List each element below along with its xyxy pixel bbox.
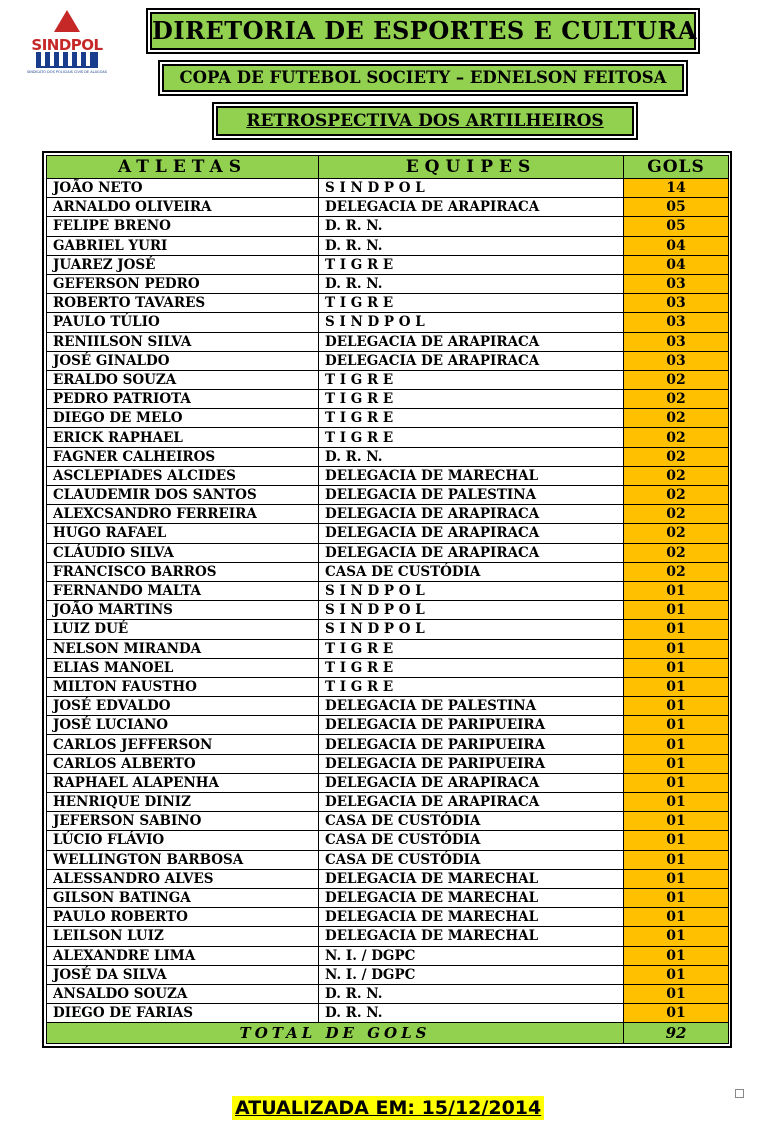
team-cell: DELEGACIA DE PALESTINA (319, 697, 624, 716)
table-row (47, 1004, 729, 1023)
athlete-cell: RAPHAEL ALAPENHA (47, 773, 319, 792)
team-cell: T I G R E (319, 390, 624, 409)
team-cell: T I G R E (319, 370, 624, 389)
goals-cell: 01 (624, 984, 729, 1003)
table-row (47, 217, 729, 236)
athlete-cell: FAGNER CALHEIROS (47, 447, 319, 466)
athlete-cell: CLAUDEMIR DOS SANTOS (47, 486, 319, 505)
goals-cell: 03 (624, 332, 729, 351)
athlete-cell: LÚCIO FLÁVIO (47, 831, 319, 850)
table-row (47, 697, 729, 716)
table-row (47, 274, 729, 293)
table-row (47, 390, 729, 409)
athlete-cell: LEILSON LUIZ (47, 927, 319, 946)
athlete-cell: ROBERTO TAVARES (47, 294, 319, 313)
goals-cell: 05 (624, 198, 729, 217)
table-row (47, 984, 729, 1003)
table-row (47, 658, 729, 677)
scorers-table-frame (42, 151, 732, 1048)
athlete-cell: ERICK RAPHAEL (47, 428, 319, 447)
table-row (47, 409, 729, 428)
team-cell: N. I. / DGPC (319, 946, 624, 965)
total-value: 92 (624, 1023, 729, 1044)
table-row (47, 447, 729, 466)
table-row (47, 524, 729, 543)
goals-cell: 01 (624, 639, 729, 658)
goals-cell: 01 (624, 1004, 729, 1023)
athlete-cell: ERALDO SOUZA (47, 370, 319, 389)
tournament-title: COPA DE FUTEBOL SOCIETY – EDNELSON FEITOSA (162, 64, 684, 92)
goals-cell: 02 (624, 524, 729, 543)
table-row (47, 965, 729, 984)
goals-cell: 02 (624, 562, 729, 581)
table-row (47, 908, 729, 927)
team-cell: DELEGACIA DE ARAPIRACA (319, 543, 624, 562)
table-row (47, 294, 729, 313)
athlete-cell: JOÃO MARTINS (47, 601, 319, 620)
total-label: TOTAL DE GOLS (47, 1023, 624, 1044)
team-cell: D. R. N. (319, 1004, 624, 1023)
goals-cell: 03 (624, 351, 729, 370)
goals-cell: 01 (624, 716, 729, 735)
goals-cell: 03 (624, 294, 729, 313)
goals-cell: 01 (624, 850, 729, 869)
athlete-cell: ANSALDO SOUZA (47, 984, 319, 1003)
team-cell: CASA DE CUSTÓDIA (319, 562, 624, 581)
goals-cell: 01 (624, 812, 729, 831)
goals-cell: 04 (624, 236, 729, 255)
scorers-table (46, 155, 729, 1044)
team-cell: T I G R E (319, 428, 624, 447)
goals-cell: 01 (624, 677, 729, 696)
goals-cell: 01 (624, 754, 729, 773)
table-row (47, 236, 729, 255)
table-row (47, 754, 729, 773)
athlete-cell: CLÁUDIO SILVA (47, 543, 319, 562)
goals-cell: 02 (624, 543, 729, 562)
team-cell: DELEGACIA DE PARIPUEIRA (319, 716, 624, 735)
team-cell: DELEGACIA DE MARECHAL (319, 466, 624, 485)
goals-cell: 01 (624, 927, 729, 946)
table-row (47, 831, 729, 850)
team-cell: DELEGACIA DE PARIPUEIRA (319, 754, 624, 773)
table-row (47, 677, 729, 696)
team-cell: T I G R E (319, 639, 624, 658)
table-row (47, 581, 729, 600)
table-row (47, 927, 729, 946)
team-cell: D. R. N. (319, 447, 624, 466)
team-cell: DELEGACIA DE ARAPIRACA (319, 505, 624, 524)
table-row (47, 793, 729, 812)
goals-cell: 01 (624, 793, 729, 812)
athlete-cell: JUAREZ JOSÉ (47, 255, 319, 274)
table-row (47, 812, 729, 831)
athlete-cell: PEDRO PATRIOTA (47, 390, 319, 409)
table-row (47, 505, 729, 524)
goals-cell: 01 (624, 965, 729, 984)
goals-cell: 01 (624, 888, 729, 907)
goals-cell: 02 (624, 505, 729, 524)
team-cell: T I G R E (319, 409, 624, 428)
goals-cell: 01 (624, 773, 729, 792)
goals-cell: 02 (624, 390, 729, 409)
team-cell: S I N D P O L (319, 313, 624, 332)
athlete-cell: CARLOS JEFFERSON (47, 735, 319, 754)
athlete-cell: GEFERSON PEDRO (47, 274, 319, 293)
goals-cell: 02 (624, 447, 729, 466)
goals-cell: 02 (624, 370, 729, 389)
team-cell: D. R. N. (319, 217, 624, 236)
team-cell: DELEGACIA DE ARAPIRACA (319, 524, 624, 543)
athlete-cell: FERNANDO MALTA (47, 581, 319, 600)
team-cell: S I N D P O L (319, 179, 624, 198)
athlete-cell: JOSÉ GINALDO (47, 351, 319, 370)
goals-cell: 02 (624, 428, 729, 447)
team-cell: T I G R E (319, 658, 624, 677)
athlete-cell: NELSON MIRANDA (47, 639, 319, 658)
team-cell: DELEGACIA DE ARAPIRACA (319, 332, 624, 351)
athlete-cell: FRANCISCO BARROS (47, 562, 319, 581)
table-row (47, 716, 729, 735)
athlete-cell: JOSÉ DA SILVA (47, 965, 319, 984)
goals-cell: 14 (624, 179, 729, 198)
goals-cell: 03 (624, 313, 729, 332)
table-row (47, 313, 729, 332)
team-cell: T I G R E (319, 294, 624, 313)
goals-cell: 01 (624, 831, 729, 850)
goals-cell: 02 (624, 466, 729, 485)
goals-cell: 01 (624, 735, 729, 754)
team-cell: DELEGACIA DE MARECHAL (319, 908, 624, 927)
table-row (47, 639, 729, 658)
athlete-cell: PAULO ROBERTO (47, 908, 319, 927)
table-row (47, 332, 729, 351)
athlete-cell: GILSON BATINGA (47, 888, 319, 907)
table-row (47, 869, 729, 888)
page-corner-marker (735, 1089, 744, 1098)
team-cell: DELEGACIA DE ARAPIRACA (319, 773, 624, 792)
section-title: RETROSPECTIVA DOS ARTILHEIROS (216, 106, 634, 136)
table-row (47, 543, 729, 562)
header-atletas: ATLETAS (47, 156, 319, 179)
team-cell: CASA DE CUSTÓDIA (319, 812, 624, 831)
team-cell: DELEGACIA DE ARAPIRACA (319, 793, 624, 812)
goals-cell: 01 (624, 908, 729, 927)
page-title: DIRETORIA DE ESPORTES E CULTURA (150, 12, 696, 50)
team-cell: N. I. / DGPC (319, 965, 624, 984)
updated-date: ATUALIZADA EM: 15/12/2014 (232, 1096, 544, 1120)
team-cell: DELEGACIA DE MARECHAL (319, 888, 624, 907)
athlete-cell: ALESSANDRO ALVES (47, 869, 319, 888)
table-row (47, 255, 729, 274)
sindpol-logo (24, 8, 110, 78)
total-row (47, 1023, 729, 1044)
athlete-cell: JOÃO NETO (47, 179, 319, 198)
team-cell: T I G R E (319, 255, 624, 274)
athlete-cell: HUGO RAFAEL (47, 524, 319, 543)
athlete-cell: GABRIEL YURI (47, 236, 319, 255)
table-row (47, 351, 729, 370)
athlete-cell: MILTON FAUSTHO (47, 677, 319, 696)
team-cell: S I N D P O L (319, 620, 624, 639)
table-row (47, 179, 729, 198)
athlete-cell: WELLINGTON BARBOSA (47, 850, 319, 869)
team-cell: T I G R E (319, 677, 624, 696)
goals-cell: 01 (624, 869, 729, 888)
table-row (47, 428, 729, 447)
goals-cell: 02 (624, 409, 729, 428)
team-cell: S I N D P O L (319, 581, 624, 600)
athlete-cell: FELIPE BRENO (47, 217, 319, 236)
table-row (47, 370, 729, 389)
goals-cell: 02 (624, 486, 729, 505)
table-row (47, 466, 729, 485)
table-row (47, 620, 729, 639)
team-cell: D. R. N. (319, 236, 624, 255)
goals-cell: 01 (624, 658, 729, 677)
team-cell: D. R. N. (319, 274, 624, 293)
team-cell: DELEGACIA DE MARECHAL (319, 869, 624, 888)
athlete-cell: JEFERSON SABINO (47, 812, 319, 831)
table-row (47, 486, 729, 505)
goals-cell: 01 (624, 581, 729, 600)
table-row (47, 735, 729, 754)
table-row (47, 562, 729, 581)
goals-cell: 01 (624, 697, 729, 716)
goals-cell: 05 (624, 217, 729, 236)
athlete-cell: DIEGO DE FARIAS (47, 1004, 319, 1023)
team-cell: CASA DE CUSTÓDIA (319, 831, 624, 850)
header-gols: GOLS (624, 156, 729, 179)
athlete-cell: PAULO TÚLIO (47, 313, 319, 332)
logo-subtitle: SINDICATO DOS POLICIAIS CIVIS DE ALAGOAS (26, 70, 108, 74)
athlete-cell: HENRIQUE DINIZ (47, 793, 319, 812)
team-cell: S I N D P O L (319, 601, 624, 620)
goals-cell: 01 (624, 620, 729, 639)
athlete-cell: CARLOS ALBERTO (47, 754, 319, 773)
athlete-cell: JOSÉ EDVALDO (47, 697, 319, 716)
table-row (47, 198, 729, 217)
header-equipes: EQUIPES (319, 156, 624, 179)
table-row (47, 888, 729, 907)
team-cell: D. R. N. (319, 984, 624, 1003)
table-row (47, 601, 729, 620)
team-cell: CASA DE CUSTÓDIA (319, 850, 624, 869)
table-row (47, 946, 729, 965)
team-cell: DELEGACIA DE MARECHAL (319, 927, 624, 946)
athlete-cell: ARNALDO OLIVEIRA (47, 198, 319, 217)
athlete-cell: ELIAS MANOEL (47, 658, 319, 677)
table-row (47, 850, 729, 869)
goals-cell: 01 (624, 946, 729, 965)
athlete-cell: ALEXCSANDRO FERREIRA (47, 505, 319, 524)
team-cell: DELEGACIA DE PARIPUEIRA (319, 735, 624, 754)
team-cell: DELEGACIA DE ARAPIRACA (319, 351, 624, 370)
athlete-cell: LUIZ DUÉ (47, 620, 319, 639)
goals-cell: 01 (624, 601, 729, 620)
goals-cell: 04 (624, 255, 729, 274)
logo-text: SINDPOL (31, 36, 103, 54)
table-header-row (47, 156, 729, 179)
athlete-cell: DIEGO DE MELO (47, 409, 319, 428)
team-cell: DELEGACIA DE PALESTINA (319, 486, 624, 505)
athlete-cell: ASCLEPIADES ALCIDES (47, 466, 319, 485)
team-cell: DELEGACIA DE ARAPIRACA (319, 198, 624, 217)
table-row (47, 773, 729, 792)
athlete-cell: RENIILSON SILVA (47, 332, 319, 351)
goals-cell: 03 (624, 274, 729, 293)
athlete-cell: ALEXANDRE LIMA (47, 946, 319, 965)
athlete-cell: JOSÉ LUCIANO (47, 716, 319, 735)
